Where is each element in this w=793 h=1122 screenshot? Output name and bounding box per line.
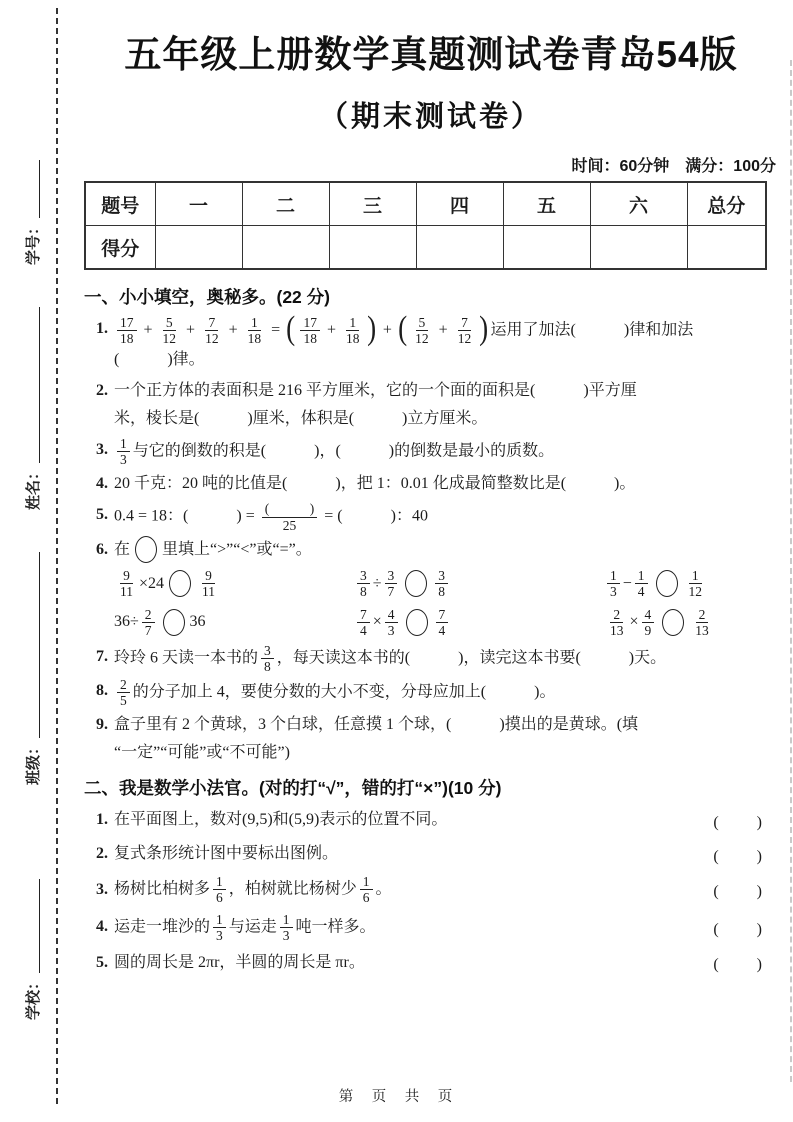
- text-run: 运走一堆沙的: [114, 917, 211, 935]
- text-run: 厘米，体积是: [252, 410, 349, 428]
- fraction: $\frac{9}{11}$: [202, 568, 216, 600]
- score-header-cell: 一: [155, 182, 242, 226]
- score-cell[interactable]: [687, 226, 766, 270]
- text-run: 运用了加法: [490, 321, 571, 339]
- problem-number: 4.: [96, 918, 108, 936]
- answer-blank[interactable]: ( ): [335, 442, 395, 460]
- fraction: $\frac{7}{4}$: [357, 607, 370, 638]
- text-run: 摸出的是黄球。(填: [504, 716, 639, 734]
- text-run: 玲玲 6 天读一本书的: [114, 649, 259, 667]
- text-run: ，把 1：0.01 化成最简整数比是: [340, 475, 561, 493]
- answer-blank[interactable]: ( ): [348, 410, 408, 428]
- text-run: +: [434, 321, 452, 339]
- answer-blank[interactable]: ( ): [404, 649, 464, 667]
- text-run: ，读完这本书要: [463, 649, 576, 667]
- fraction: $\frac{3}{8}$: [357, 568, 370, 599]
- fraction: $\frac{1}{3}$: [117, 436, 130, 467]
- text-run: 的分子加上 4，要使分数的大小不变，分母应加上: [132, 683, 481, 701]
- comparison-item: [114, 605, 354, 639]
- text-run: 与它的倒数的积是: [132, 442, 261, 460]
- problem-number: 6.: [96, 540, 108, 558]
- score-header-cell: 二: [242, 182, 329, 226]
- fraction: $\frac{1}{12}$: [688, 568, 703, 600]
- judge-item: [84, 949, 778, 977]
- sidebar-field-student-id: [21, 155, 43, 265]
- fraction: $\frac{3}{7}$: [385, 568, 398, 599]
- answer-blank[interactable]: ( ): [282, 475, 341, 493]
- answer-blank[interactable]: ( ): [570, 321, 630, 339]
- text-run: ：40: [395, 507, 428, 525]
- text-run: 。: [619, 475, 636, 493]
- answer-parens[interactable]: ( ): [713, 883, 764, 901]
- score-cell[interactable]: [503, 226, 590, 270]
- comparison-item: [604, 567, 778, 601]
- fraction: $\frac{7}{12}$: [205, 315, 219, 347]
- problem-text: [114, 470, 778, 498]
- text-run: =: [241, 507, 259, 525]
- text-run: ÷: [372, 574, 382, 592]
- text-run: =: [267, 321, 285, 339]
- judge-item: [84, 806, 778, 834]
- right-edge-dashed-line: [790, 60, 792, 1082]
- problem-number: 8.: [96, 682, 108, 700]
- score-cell[interactable]: [590, 226, 687, 270]
- problem-text: [114, 711, 778, 767]
- text-run: ，每天读这本书的: [276, 649, 405, 667]
- text-run: 复式条形统计图中要标出图例。: [114, 845, 339, 863]
- comparison-item: [354, 605, 604, 639]
- judge-item: [84, 874, 778, 905]
- fraction: $\frac{4}{3}$: [385, 607, 398, 638]
- sidebar-field-school: [21, 870, 43, 1020]
- fraction: $\frac{2}{13}$: [610, 606, 624, 639]
- problem-item: [84, 470, 778, 498]
- problem-number: 9.: [96, 716, 108, 734]
- text-run: 0.4 = 18：: [114, 507, 184, 525]
- fraction: $\frac{5}{12}$: [162, 315, 177, 347]
- answer-parens[interactable]: ( ): [713, 813, 764, 831]
- problem-number: 5.: [96, 506, 108, 524]
- problem-number: 7.: [96, 647, 108, 665]
- text-run: 36÷: [114, 613, 139, 631]
- text-run: “一定”“可能”或“不可能”): [114, 744, 290, 762]
- answer-blank[interactable]: ( ): [337, 507, 396, 525]
- answer-blank[interactable]: ( ): [446, 716, 505, 734]
- text-run: +: [322, 321, 340, 339]
- name-label: 姓名：: [24, 464, 42, 510]
- text-run: 盒子里有 2 个黄球，3 个白球，任意摸 1 个球，: [114, 716, 447, 734]
- text-run: 立方厘米。: [407, 410, 488, 428]
- student-id-blank[interactable]: [25, 160, 40, 218]
- comparison-item: [604, 605, 778, 639]
- problem-item: [84, 436, 778, 467]
- score-cell[interactable]: [329, 226, 416, 270]
- answer-blank[interactable]: ( ): [260, 442, 320, 460]
- text-run: −: [622, 574, 632, 592]
- fraction: $\frac{2}{5}$: [117, 677, 130, 708]
- text-run: 里填上“>”“<”或“=”。: [162, 540, 312, 558]
- score-cell[interactable]: [155, 226, 242, 270]
- comparison-circle[interactable]: [163, 609, 185, 636]
- text-run: 。: [539, 683, 556, 701]
- fraction: $\frac{5}{12}$: [415, 315, 429, 347]
- problem-text: [114, 677, 778, 708]
- problem-number: 1.: [96, 320, 108, 337]
- fraction: $\frac{7}{4}$: [436, 607, 449, 638]
- fraction: $\frac{1}{6}$: [360, 874, 373, 905]
- text-run: +: [224, 321, 242, 339]
- section1-heading: 一、小小填空，奥秘多。(22 分): [84, 287, 330, 307]
- problem-item: [84, 536, 778, 564]
- text-run: 天。: [634, 649, 667, 667]
- problem-number: 3.: [96, 880, 108, 898]
- school-label: 学校：: [24, 974, 42, 1020]
- text-run: 在平面图上，数对(9,5)和(5,9)表示的位置不同。: [114, 811, 448, 829]
- worksheet-content: [84, 0, 778, 983]
- fraction: $\frac{7}{12}$: [457, 315, 472, 347]
- problem-item: [84, 501, 778, 532]
- answer-parens[interactable]: ( ): [713, 956, 764, 974]
- answer-blank[interactable]: ( ): [183, 507, 242, 525]
- problem-text: [114, 912, 713, 943]
- answer-blank[interactable]: ( ): [560, 475, 620, 493]
- problem-number: 3.: [96, 441, 108, 459]
- text-run: +: [378, 321, 396, 339]
- fraction: $\frac{1}{3}$: [607, 568, 620, 599]
- problem-item: [84, 377, 778, 433]
- answer-blank[interactable]: ( ): [480, 683, 540, 701]
- text-run: 与运走: [228, 917, 277, 935]
- text-run: ，: [319, 442, 336, 460]
- text-run: ×: [372, 613, 382, 631]
- text-run: 杨树比柏树多: [114, 880, 211, 898]
- problem-number: 5.: [96, 953, 108, 971]
- comparison-circle[interactable]: [169, 570, 191, 597]
- comparison-circle[interactable]: [656, 570, 678, 597]
- answer-parens[interactable]: ( ): [713, 847, 764, 865]
- text-run: 一个正方体的表面积是 216 平方厘米，它的一个面的面积是: [114, 382, 531, 400]
- judge-item: [84, 840, 778, 868]
- fraction: $\frac{17}{18}$: [117, 315, 137, 346]
- problem-text: [114, 377, 778, 433]
- page-title: 五年级上册数学真题测试卷青岛54版: [124, 34, 738, 75]
- judge-item: [84, 912, 778, 943]
- problem-text: [114, 840, 713, 868]
- section2-heading: 二、我是数学小法官。(对的打“√”，错的打“×”)(10 分): [84, 778, 502, 799]
- problem-text: [114, 501, 778, 532]
- text-run: 。: [375, 880, 392, 898]
- class-blank[interactable]: [25, 552, 40, 738]
- problem-text: [114, 874, 713, 905]
- score-header-cell: 三: [329, 182, 416, 226]
- text-run: +: [182, 321, 200, 339]
- comparison-circle[interactable]: [406, 609, 428, 636]
- text-run: 20 千克：20 吨的比值是: [114, 475, 283, 493]
- score-header-cell: 总分: [687, 182, 766, 226]
- comparison-grid: [114, 567, 778, 639]
- score-header-cell: 四: [416, 182, 503, 226]
- sidebar-field-name: [21, 300, 43, 510]
- text-run: ×24: [139, 574, 165, 592]
- text-run: ，柏树就比杨树少: [228, 880, 357, 898]
- text-run: 吨一样多。: [295, 917, 376, 935]
- answer-blank[interactable]: ( ): [530, 382, 589, 400]
- page-footer: 第 页 共 页: [338, 1089, 455, 1105]
- answer-blank[interactable]: ( ): [114, 351, 173, 369]
- name-blank[interactable]: [25, 307, 40, 463]
- fraction: $\frac{2}{7}$: [142, 607, 155, 638]
- problem-number: 2.: [96, 382, 108, 400]
- answer-blank[interactable]: ( ): [575, 649, 635, 667]
- fraction: $\frac{( )}{25}$: [262, 501, 318, 532]
- problem-number: 1.: [96, 811, 108, 829]
- comparison-circle[interactable]: [405, 570, 427, 597]
- fraction: $\frac{2}{13}$: [695, 606, 709, 639]
- problem-text: [114, 643, 778, 674]
- text-run: =: [320, 507, 338, 525]
- page-subtitle: （期末测试卷）: [318, 101, 543, 133]
- text-run: 律。: [172, 351, 205, 369]
- text-run: 的倒数是最小的质数。: [394, 442, 555, 460]
- problem-text: [114, 536, 778, 564]
- score-row-label: 得分: [85, 226, 155, 270]
- problem-text: [114, 806, 713, 834]
- fraction: $\frac{17}{18}$: [300, 315, 320, 346]
- fraction: $\frac{1}{4}$: [635, 568, 648, 599]
- text-run: 平方厘: [588, 382, 637, 400]
- fraction: $\frac{1}{3}$: [213, 912, 226, 943]
- fraction: $\frac{3}{8}$: [435, 568, 448, 599]
- comparison-circle[interactable]: [662, 609, 684, 636]
- score-header-cell: 题号: [85, 182, 155, 226]
- problem-item: [84, 711, 778, 767]
- text-run: 在: [114, 540, 131, 558]
- class-label: 班级：: [24, 739, 42, 785]
- problem-item: [84, 677, 778, 708]
- score-table: [84, 181, 767, 270]
- comparison-item: [114, 567, 354, 601]
- fraction: $\frac{1}{3}$: [280, 912, 293, 943]
- problem-item: [84, 309, 778, 374]
- text-run: 米，棱长是: [114, 410, 195, 428]
- problem-text: [114, 949, 713, 977]
- student-id-label: 学号：: [24, 219, 42, 265]
- score-table-header-row: [85, 182, 766, 226]
- problem-number: 2.: [96, 845, 108, 863]
- problem-text: $\frac{17}{18}$ + $\frac{5}{12}$ + $\frac{7}{12}$ + $\frac{1}{18}$ = ( $\frac{17}{18}$ + $\frac{1}{18}$ ) + ( $\frac{5}{12}$ + $\frac{7}{12}$ ) 运用了加法( )律和加法 ( )律。: [114, 309, 694, 369]
- school-blank[interactable]: [25, 879, 40, 973]
- problem-item: [84, 643, 778, 674]
- sidebar-field-class: [21, 545, 43, 785]
- comparison-item: [354, 567, 604, 601]
- score-table-score-row: [85, 226, 766, 270]
- fraction: $\frac{3}{8}$: [261, 643, 274, 674]
- text-run: 36: [189, 613, 206, 631]
- comparison-circle[interactable]: [135, 536, 157, 563]
- left-fold-dashed-line: [56, 8, 58, 1104]
- text-run: ×: [629, 613, 639, 631]
- exam-info: 时间：60分钟 满分：100分: [571, 158, 776, 175]
- fraction: $\frac{1}{6}$: [213, 874, 226, 905]
- text-run: 圆的周长是 2πr，半圆的周长是 πr。: [114, 953, 365, 971]
- text-run: 律和加法: [629, 321, 694, 339]
- fraction: $\frac{4}{9}$: [642, 607, 655, 638]
- fraction: $\frac{1}{18}$: [345, 315, 360, 347]
- problem-number: 4.: [96, 475, 108, 493]
- text-run: +: [139, 321, 157, 339]
- score-header-cell: 五: [503, 182, 590, 226]
- fraction: $\frac{9}{11}$: [120, 568, 133, 600]
- score-cell[interactable]: [416, 226, 503, 270]
- fraction: $\frac{1}{18}$: [247, 315, 262, 347]
- answer-parens[interactable]: ( ): [713, 920, 764, 938]
- answer-blank[interactable]: ( ): [194, 410, 253, 428]
- problem-text: [114, 436, 778, 467]
- score-header-cell: 六: [590, 182, 687, 226]
- score-cell[interactable]: [242, 226, 329, 270]
